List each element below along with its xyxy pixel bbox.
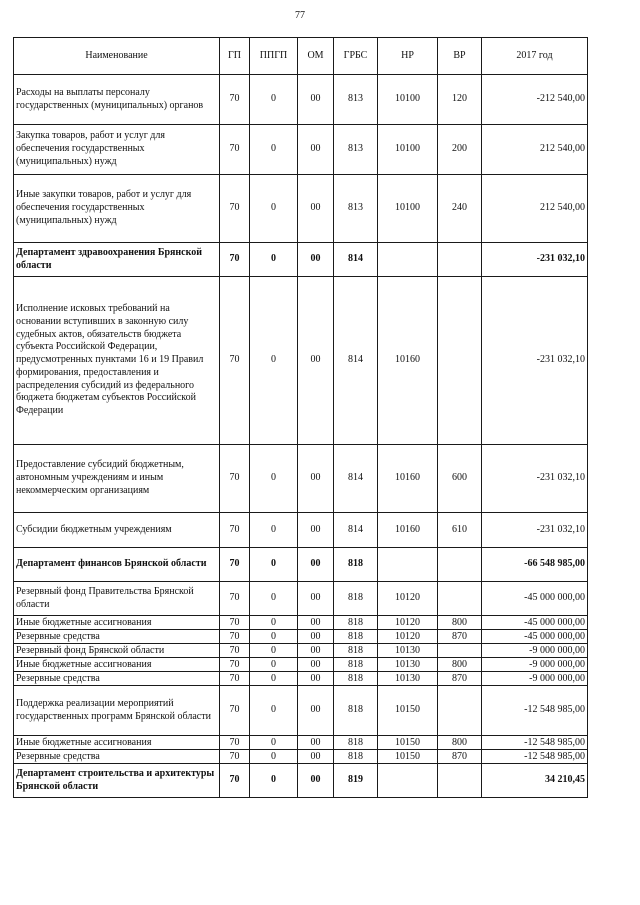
cell-gp: 70 <box>220 175 250 243</box>
cell-nr: 10120 <box>378 582 438 616</box>
table-row <box>14 672 588 686</box>
cell-amount: -45 000 000,00 <box>482 630 588 644</box>
cell-ppgp: 0 <box>250 548 298 582</box>
cell-ppgp: 0 <box>250 75 298 125</box>
cell-nr <box>378 548 438 582</box>
cell-gp: 70 <box>220 658 250 672</box>
table-row <box>14 582 588 616</box>
cell-ppgp: 0 <box>250 582 298 616</box>
cell-nr: 10150 <box>378 686 438 736</box>
cell-om: 00 <box>298 445 334 513</box>
cell-gp: 70 <box>220 736 250 750</box>
cell-om: 00 <box>298 175 334 243</box>
cell-amount: -12 548 985,00 <box>482 736 588 750</box>
cell-vr <box>438 582 482 616</box>
cell-vr <box>438 548 482 582</box>
table-row <box>14 175 588 243</box>
cell-vr: 870 <box>438 672 482 686</box>
cell-nr: 10130 <box>378 672 438 686</box>
cell-vr: 120 <box>438 75 482 125</box>
table-row <box>14 644 588 658</box>
cell-name: Иные закупки товаров, работ и услуг для обеспечения государственных (муниципальных) нужд <box>14 175 220 243</box>
cell-grbs: 814 <box>334 513 378 548</box>
cell-ppgp: 0 <box>250 658 298 672</box>
col-header-grbs: ГРБС <box>334 38 378 75</box>
cell-om: 00 <box>298 548 334 582</box>
cell-om: 00 <box>298 658 334 672</box>
cell-om: 00 <box>298 513 334 548</box>
cell-amount: 212 540,00 <box>482 125 588 175</box>
col-header-nr: НР <box>378 38 438 75</box>
cell-gp: 70 <box>220 582 250 616</box>
col-header-gp: ГП <box>220 38 250 75</box>
cell-amount: 34 210,45 <box>482 764 588 798</box>
cell-name: Резервные средства <box>14 672 220 686</box>
cell-om: 00 <box>298 243 334 277</box>
cell-gp: 70 <box>220 243 250 277</box>
cell-name: Субсидии бюджетным учреждениям <box>14 513 220 548</box>
cell-grbs: 818 <box>334 616 378 630</box>
cell-gp: 70 <box>220 672 250 686</box>
cell-nr <box>378 764 438 798</box>
cell-vr <box>438 686 482 736</box>
table-row <box>14 764 588 798</box>
cell-name: Департамент финансов Брянской области <box>14 548 220 582</box>
cell-vr <box>438 243 482 277</box>
cell-vr: 240 <box>438 175 482 243</box>
cell-vr <box>438 764 482 798</box>
cell-amount: -45 000 000,00 <box>482 616 588 630</box>
cell-vr: 870 <box>438 750 482 764</box>
table-row <box>14 750 588 764</box>
cell-vr: 600 <box>438 445 482 513</box>
cell-nr: 10100 <box>378 125 438 175</box>
cell-name: Иные бюджетные ассигнования <box>14 736 220 750</box>
cell-gp: 70 <box>220 750 250 764</box>
cell-om: 00 <box>298 582 334 616</box>
cell-ppgp: 0 <box>250 686 298 736</box>
col-header-year: 2017 год <box>482 38 588 75</box>
cell-grbs: 818 <box>334 672 378 686</box>
cell-nr: 10120 <box>378 630 438 644</box>
cell-ppgp: 0 <box>250 644 298 658</box>
cell-gp: 70 <box>220 764 250 798</box>
cell-vr: 800 <box>438 616 482 630</box>
cell-ppgp: 0 <box>250 630 298 644</box>
cell-ppgp: 0 <box>250 764 298 798</box>
cell-grbs: 818 <box>334 686 378 736</box>
cell-amount: -231 032,10 <box>482 513 588 548</box>
cell-gp: 70 <box>220 445 250 513</box>
cell-grbs: 813 <box>334 125 378 175</box>
cell-grbs: 818 <box>334 736 378 750</box>
cell-amount: -9 000 000,00 <box>482 658 588 672</box>
table-row <box>14 445 588 513</box>
cell-grbs: 814 <box>334 243 378 277</box>
cell-vr: 610 <box>438 513 482 548</box>
cell-vr: 200 <box>438 125 482 175</box>
cell-grbs: 818 <box>334 644 378 658</box>
cell-amount: -231 032,10 <box>482 277 588 445</box>
cell-ppgp: 0 <box>250 616 298 630</box>
cell-nr: 10160 <box>378 277 438 445</box>
cell-gp: 70 <box>220 630 250 644</box>
cell-nr: 10130 <box>378 644 438 658</box>
cell-name: Предоставление субсидий бюджетным, автономным учреждениям и иным некоммерческим организациям <box>14 445 220 513</box>
cell-amount: -9 000 000,00 <box>482 672 588 686</box>
cell-grbs: 818 <box>334 582 378 616</box>
col-header-ppgp: ППГП <box>250 38 298 75</box>
cell-amount: -9 000 000,00 <box>482 644 588 658</box>
cell-name: Закупка товаров, работ и услуг для обеспечения государственных (муниципальных) нужд <box>14 125 220 175</box>
col-header-name: Наименование <box>14 38 220 75</box>
cell-nr <box>378 243 438 277</box>
cell-name: Иные бюджетные ассигнования <box>14 658 220 672</box>
cell-om: 00 <box>298 125 334 175</box>
cell-om: 00 <box>298 75 334 125</box>
cell-gp: 70 <box>220 513 250 548</box>
cell-ppgp: 0 <box>250 125 298 175</box>
cell-vr: 800 <box>438 658 482 672</box>
cell-om: 00 <box>298 736 334 750</box>
cell-amount: -12 548 985,00 <box>482 686 588 736</box>
table-row <box>14 277 588 445</box>
table-row <box>14 513 588 548</box>
table-row <box>14 75 588 125</box>
cell-grbs: 814 <box>334 445 378 513</box>
cell-nr: 10100 <box>378 175 438 243</box>
cell-om: 00 <box>298 277 334 445</box>
header-row <box>14 38 588 75</box>
cell-vr <box>438 644 482 658</box>
cell-nr: 10130 <box>378 658 438 672</box>
cell-grbs: 819 <box>334 764 378 798</box>
cell-om: 00 <box>298 672 334 686</box>
col-header-vr: ВР <box>438 38 482 75</box>
table-row <box>14 125 588 175</box>
cell-amount: -212 540,00 <box>482 75 588 125</box>
cell-grbs: 818 <box>334 548 378 582</box>
table-row <box>14 616 588 630</box>
cell-grbs: 818 <box>334 658 378 672</box>
cell-gp: 70 <box>220 644 250 658</box>
cell-om: 00 <box>298 686 334 736</box>
cell-nr: 10150 <box>378 750 438 764</box>
cell-gp: 70 <box>220 125 250 175</box>
cell-nr: 10120 <box>378 616 438 630</box>
cell-om: 00 <box>298 750 334 764</box>
cell-ppgp: 0 <box>250 175 298 243</box>
table-row <box>14 658 588 672</box>
cell-amount: -66 548 985,00 <box>482 548 588 582</box>
table-row <box>14 686 588 736</box>
cell-ppgp: 0 <box>250 445 298 513</box>
cell-amount: -45 000 000,00 <box>482 582 588 616</box>
cell-gp: 70 <box>220 616 250 630</box>
cell-name: Департамент строительства и архитектуры Брянской области <box>14 764 220 798</box>
cell-vr: 870 <box>438 630 482 644</box>
table-row <box>14 630 588 644</box>
cell-nr: 10160 <box>378 445 438 513</box>
cell-ppgp: 0 <box>250 513 298 548</box>
cell-om: 00 <box>298 644 334 658</box>
cell-name: Резервные средства <box>14 630 220 644</box>
cell-nr: 10160 <box>378 513 438 548</box>
cell-name: Иные бюджетные ассигнования <box>14 616 220 630</box>
cell-ppgp: 0 <box>250 277 298 445</box>
cell-amount: -231 032,10 <box>482 243 588 277</box>
cell-grbs: 818 <box>334 750 378 764</box>
cell-amount: -12 548 985,00 <box>482 750 588 764</box>
table-row <box>14 548 588 582</box>
page-number: 77 <box>295 10 305 21</box>
cell-name: Резервный фонд Брянской области <box>14 644 220 658</box>
cell-gp: 70 <box>220 277 250 445</box>
cell-name: Департамент здравоохранения Брянской области <box>14 243 220 277</box>
cell-amount: -231 032,10 <box>482 445 588 513</box>
cell-ppgp: 0 <box>250 243 298 277</box>
cell-om: 00 <box>298 764 334 798</box>
cell-ppgp: 0 <box>250 750 298 764</box>
cell-gp: 70 <box>220 548 250 582</box>
cell-om: 00 <box>298 616 334 630</box>
cell-ppgp: 0 <box>250 736 298 750</box>
cell-om: 00 <box>298 630 334 644</box>
cell-name: Резервный фонд Правительства Брянской области <box>14 582 220 616</box>
cell-gp: 70 <box>220 75 250 125</box>
table-body <box>14 75 588 798</box>
cell-nr: 10100 <box>378 75 438 125</box>
table-row <box>14 736 588 750</box>
cell-gp: 70 <box>220 686 250 736</box>
cell-vr <box>438 277 482 445</box>
cell-grbs: 813 <box>334 175 378 243</box>
cell-grbs: 814 <box>334 277 378 445</box>
cell-grbs: 813 <box>334 75 378 125</box>
budget-table <box>13 37 588 798</box>
cell-name: Расходы на выплаты персоналу государственных (муниципальных) органов <box>14 75 220 125</box>
cell-name: Исполнение исковых требований на основании вступивших в законную силу судебных актов, обязательств бюджета субъекта Российской Федерации, предусмотренных пунктами 16 и 19 Правил формирования, предоставления и распределения субсидий из федерального бюджета бюджетам субъектов Российской Федерации <box>14 277 220 445</box>
cell-ppgp: 0 <box>250 672 298 686</box>
cell-nr: 10150 <box>378 736 438 750</box>
cell-grbs: 818 <box>334 630 378 644</box>
cell-name: Поддержка реализации мероприятий государственных программ Брянской области <box>14 686 220 736</box>
cell-name: Резервные средства <box>14 750 220 764</box>
cell-amount: 212 540,00 <box>482 175 588 243</box>
col-header-om: ОМ <box>298 38 334 75</box>
table-row <box>14 243 588 277</box>
cell-vr: 800 <box>438 736 482 750</box>
